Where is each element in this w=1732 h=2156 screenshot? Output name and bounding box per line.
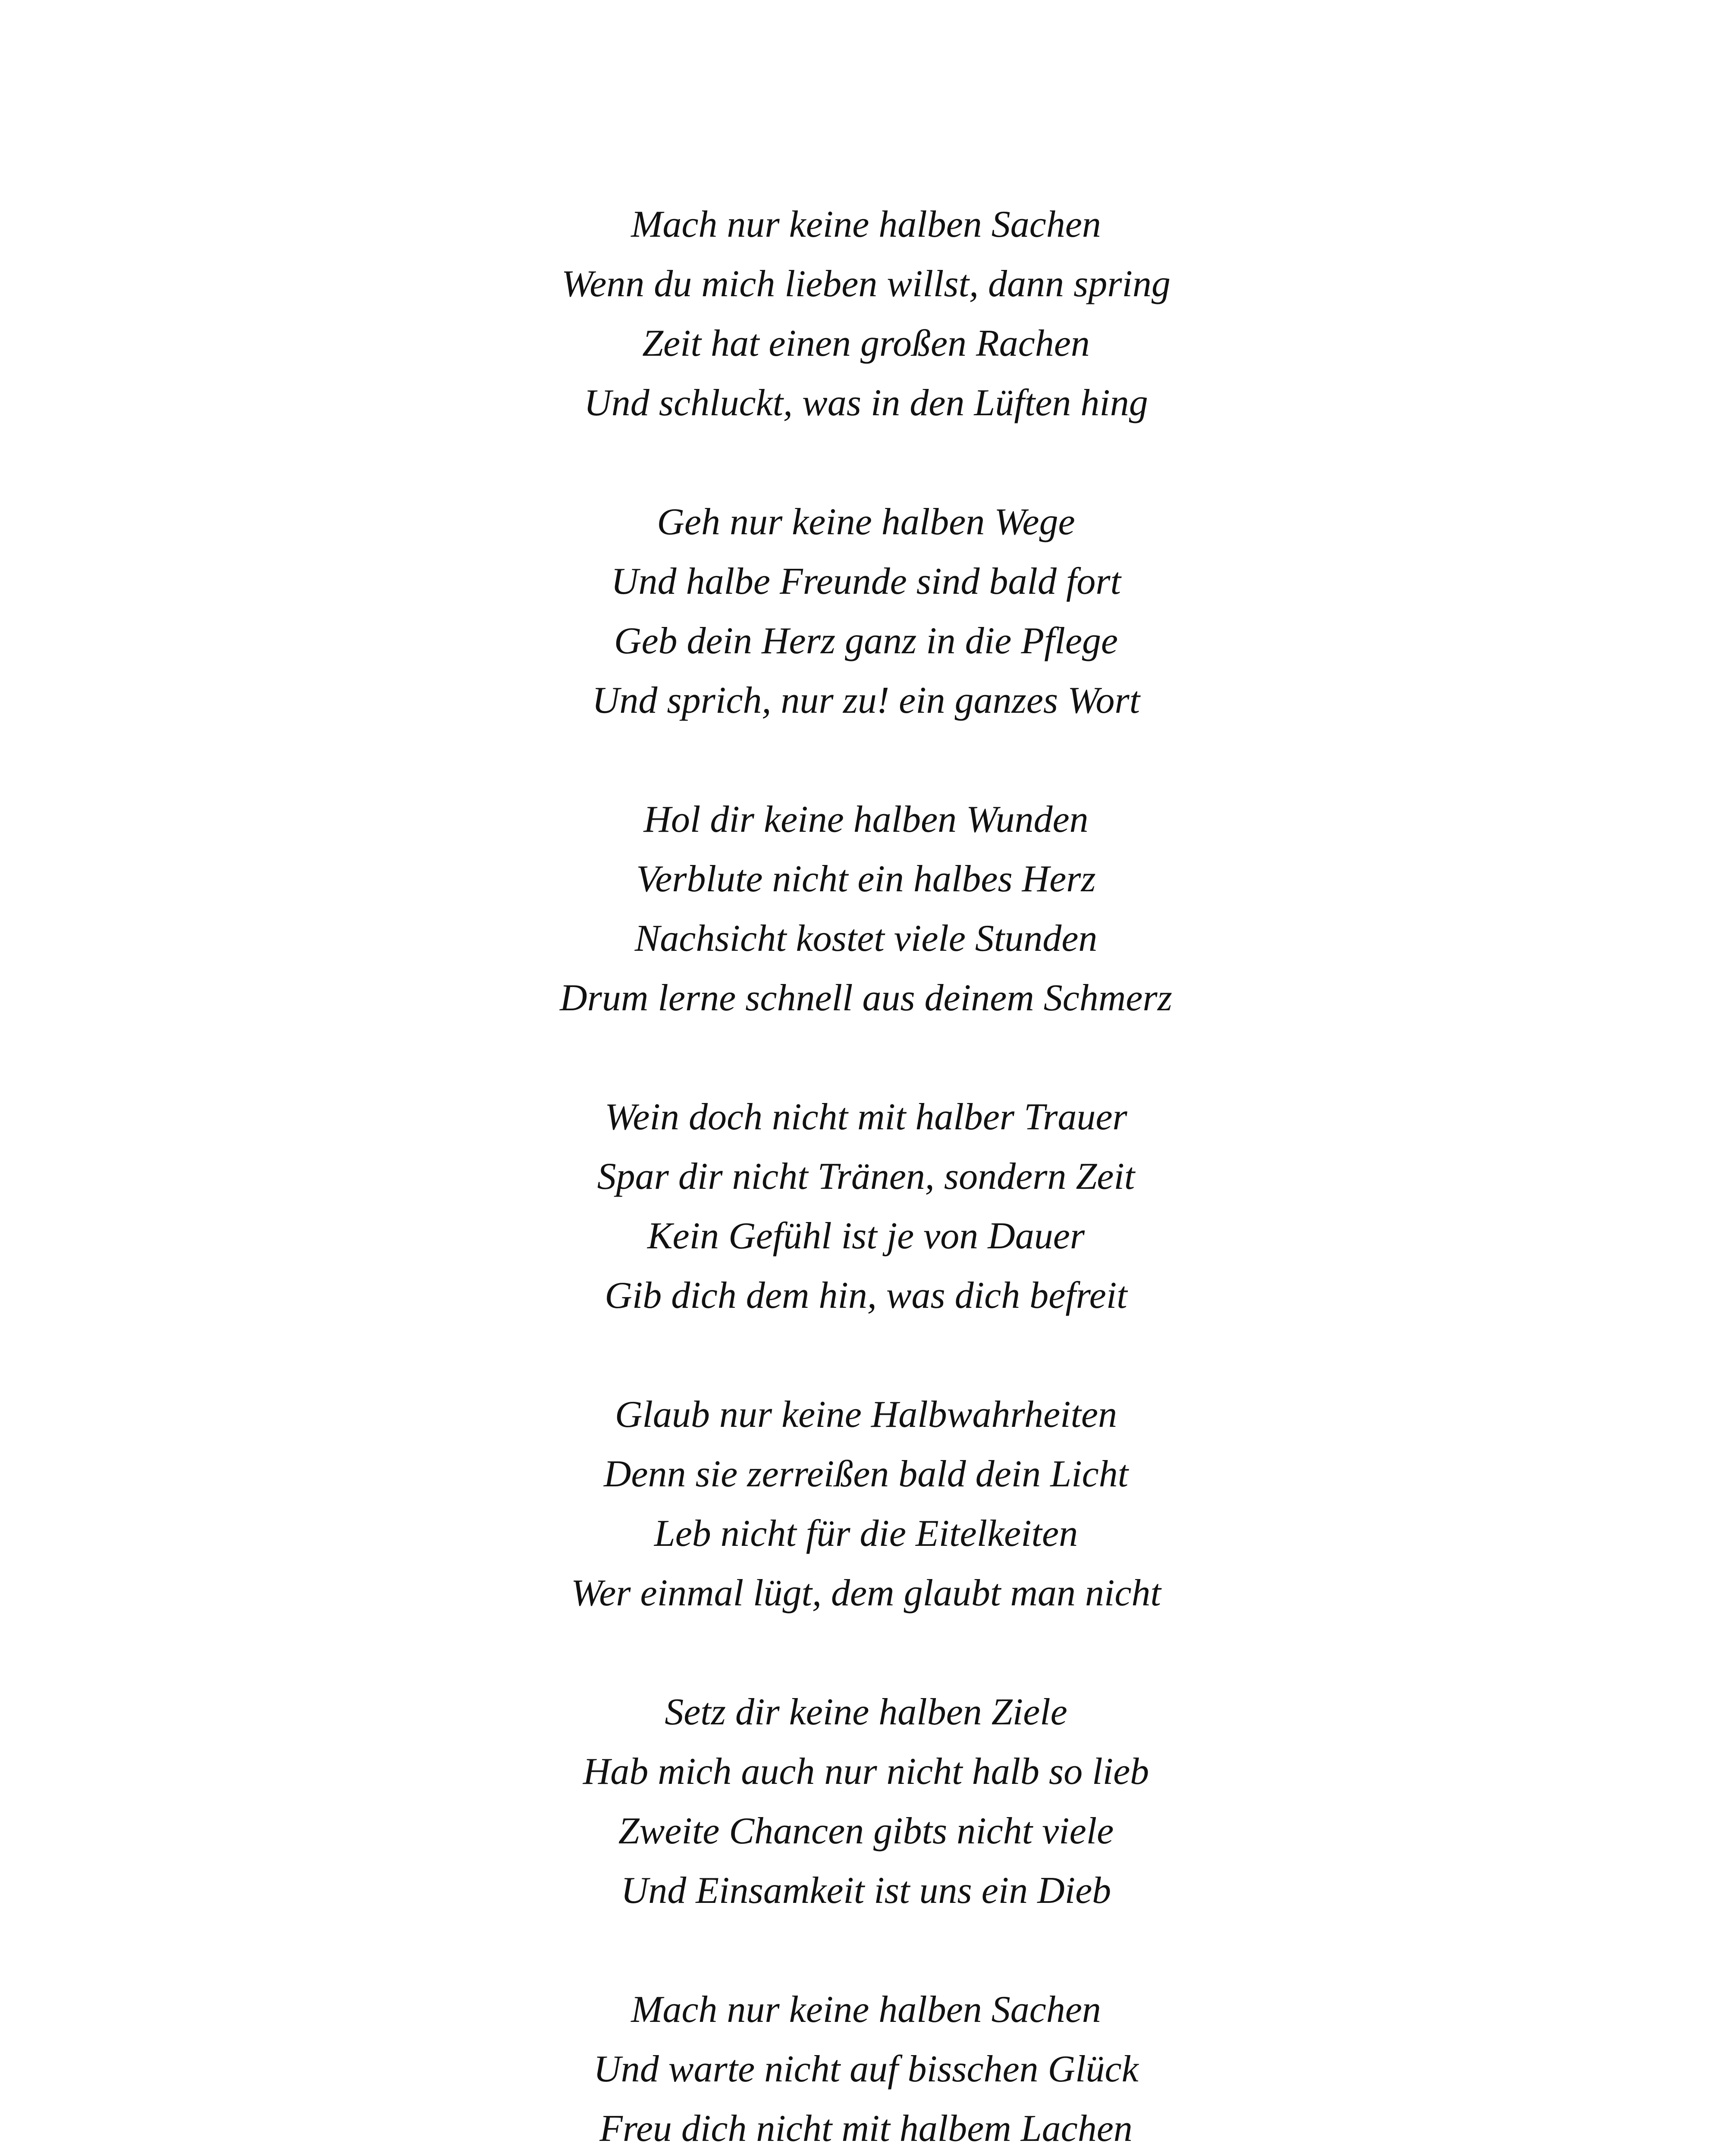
- stanza-7: [0, 1980, 1732, 2156]
- poem-line: Wer einmal lügt, dem glaubt man nicht: [571, 1572, 1161, 1614]
- poem-line: Freu dich nicht mit halbem Lachen: [599, 2108, 1133, 2150]
- poem-line: Und warte nicht auf bisschen Glück: [593, 2048, 1139, 2090]
- poem-line: Gib dich dem hin, was dich befreit: [605, 1275, 1127, 1316]
- poem-line: Denn sie zerreißen bald dein Licht: [603, 1453, 1129, 1495]
- poem-line: Zweite Chancen gibts nicht viele: [618, 1810, 1114, 1852]
- poem-line: Und schluckt, was in den Lüften hing: [584, 382, 1148, 424]
- poem-line: Hab mich auch nur nicht halb so lieb: [583, 1751, 1149, 1792]
- poem-line: Und halbe Freunde sind bald fort: [611, 561, 1121, 602]
- poem-line: Geh nur keine halben Wege: [657, 501, 1075, 543]
- poem-line: Setz dir keine halben Ziele: [665, 1691, 1067, 1733]
- poem-line: Wein doch nicht mit halber Trauer: [605, 1096, 1127, 1138]
- poem-line: Leb nicht für die Eitelkeiten: [654, 1513, 1078, 1554]
- poem-line: Mach nur keine halben Sachen: [631, 204, 1101, 245]
- poem-line: Spar dir nicht Tränen, sondern Zeit: [597, 1156, 1135, 1197]
- stanza-4: [0, 1087, 1732, 1326]
- poem-line: Verblute nicht ein halbes Herz: [636, 858, 1096, 900]
- poem-line: Mach nur keine halben Sachen: [631, 1989, 1101, 2031]
- poem-line: Zeit hat einen großen Rachen: [642, 323, 1090, 364]
- poem-line: Hol dir keine halben Wunden: [643, 799, 1089, 840]
- poem-line: Wenn du mich lieben willst, dann spring: [561, 263, 1171, 305]
- poem-line: Glaub nur keine Halbwahrheiten: [615, 1394, 1117, 1435]
- poem-body: [0, 195, 1732, 2156]
- poem-line: Drum lerne schnell aus deinem Schmerz: [560, 977, 1172, 1019]
- stanza-1: [0, 195, 1732, 433]
- poem-line: Geb dein Herz ganz in die Pflege: [614, 620, 1118, 662]
- poem-line: Kein Gefühl ist je von Dauer: [647, 1215, 1085, 1257]
- stanza-3: [0, 790, 1732, 1028]
- poem-line: Nachsicht kostet viele Stunden: [634, 918, 1098, 959]
- stanza-6: [0, 1683, 1732, 1921]
- stanza-5: [0, 1385, 1732, 1623]
- stanza-2: [0, 492, 1732, 730]
- poem-line: Und Einsamkeit ist uns ein Dieb: [621, 1870, 1111, 1912]
- poem-line: Und sprich, nur zu! ein ganzes Wort: [592, 680, 1140, 721]
